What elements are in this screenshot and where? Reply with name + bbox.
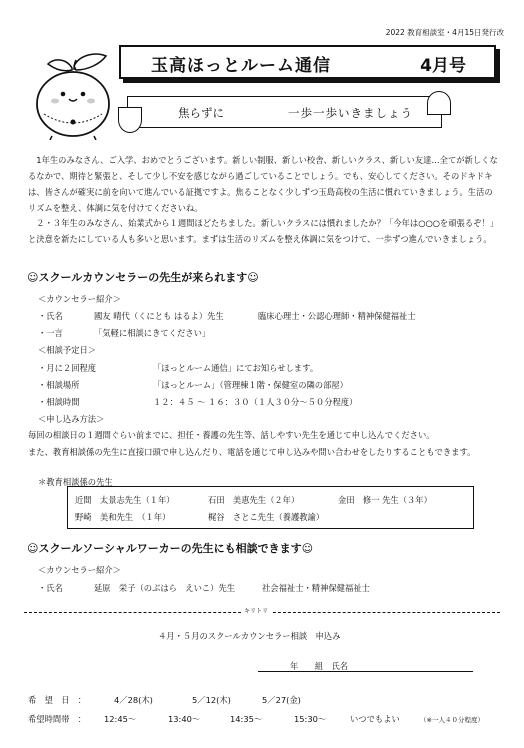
class-name-field: 年 組 氏名 <box>290 661 349 671</box>
time-slot: 13:40～ <box>168 714 201 724</box>
counselor-heading: ☺スクールカウンセラーの先生が来られます☺ <box>27 271 259 284</box>
counselor-intro-label: ＜カウンセラー紹介＞ <box>38 294 121 304</box>
mascot-illustration <box>30 52 116 140</box>
staff-member: 野崎 美和先生 （１年） <box>75 512 171 522</box>
time-note: （※一人４０分程度） <box>420 716 484 724</box>
newsletter-issue: 4月号 <box>420 56 466 76</box>
staff-member: 石田 美恵先生（２年） <box>208 495 300 505</box>
apply-paragraph-1: 毎回の相談日の１週間ぐらい前までに、担任・養護の先生等、話しやすい先生を通じて申し込んでください。 <box>28 430 435 440</box>
slogan-text-2: 一歩一歩いきましょう <box>288 106 413 120</box>
place-value: 「ほっとルーム」（管理棟１階・保健室の隣の部屋） <box>153 380 348 390</box>
social-intro-label: ＜カウンセラー紹介＞ <box>38 565 121 575</box>
form-title: ４月・５月のスクールカウンセラー相談 申込み <box>158 631 341 641</box>
slogan-banner <box>127 96 442 128</box>
staff-label: ＊教育相談係の先生 <box>38 477 113 487</box>
time-slot: 15:30～ <box>294 714 327 724</box>
frequency-label: ・月に２回程度 <box>38 363 97 373</box>
social-worker-qualifications: 社会福祉士・精神保健福祉士 <box>262 583 370 593</box>
counselor-word-label: ・一言 <box>38 328 63 338</box>
social-worker-heading: ☺スクールソーシャルワーカーの先生にも相談できます☺ <box>27 542 314 555</box>
counselor-qualifications: 臨床心理士・公認心理師・精神保健福祉士 <box>258 311 416 321</box>
banner-curl-right <box>427 91 451 115</box>
apply-paragraph-2: また、教育相談係の先生に直接口頭で申し込んだり、電話を通じて申し込みや問い合わせをしたりすることもできます。 <box>28 447 476 457</box>
apply-label: ＜申し込み方法＞ <box>38 414 105 424</box>
staff-list-box <box>67 486 474 529</box>
counselor-name: 國友 晴代（くにとも はるよ）先生 <box>94 311 224 321</box>
time-label: ・相談時間 <box>38 397 80 407</box>
counselor-word: 「気軽に相談にきてください」 <box>94 328 211 338</box>
social-worker-name: 延原 栄子（のぶはら えいこ）先生 <box>94 583 236 593</box>
date-option: 5／27(金) <box>262 695 301 705</box>
name-underline <box>258 671 473 672</box>
intro-paragraph-2: ２・３年生のみなさん、始業式から１週間ほどたちました。新しいクラスには慣れましたか？「今年は○○○を頑張るぞ！」と決意を新たにしている人も多いと思います。まずは生活のリズムを整え体調に気をつけて、一歩ずつ進んでいきましょう。 <box>28 218 499 244</box>
time-slot: 12:45～ <box>104 714 137 724</box>
time-slot-label: 希望時間帯 ： <box>28 714 87 724</box>
staff-member: 近間 太景志先生（１年） <box>75 495 175 505</box>
schedule-label: ＜相談予定日＞ <box>38 345 97 355</box>
cut-label: キリトリ <box>241 606 271 615</box>
staff-member: 梶谷 さとこ先生（養護教諭） <box>208 512 325 522</box>
intro-paragraph-1: 1年生のみなさん、ご入学、おめでとうございます。新しい制服、新しい校舎、新しいクラス、新しい友達…全てが新しくなるなかで、期待と緊張と、そして少し不安を感じながら過ごしていることでしょう。でも、安心してください。そのドキドキは、皆さんが確実に前を向いて進んでいる証拠ですよ。焦ることなく少しずつ玉島高校の生活に慣れていきましょう。生活のリズムを整え、体調に気を付けてくださいね。 <box>28 155 498 213</box>
staff-member: 金田 修一 先生（３年） <box>338 495 432 505</box>
newsletter-title-box <box>119 45 496 79</box>
time-slot: いつでもよい <box>350 714 400 724</box>
social-name-label: ・氏名 <box>38 583 63 593</box>
date-label: 希 望 日 ： <box>28 695 87 705</box>
issue-meta: 2022 教育相談室・4月15日発行改 <box>385 28 504 37</box>
date-option: 4／28(木) <box>114 695 153 705</box>
newsletter-title: 玉高ほっとルーム通信 <box>151 56 331 76</box>
slogan-text-1: 焦らずに <box>178 106 224 120</box>
counselor-name-label: ・氏名 <box>38 311 63 321</box>
frequency-value: 「ほっとルーム通信」にてお知らせします。 <box>153 363 319 373</box>
place-label: ・相談場所 <box>38 380 80 390</box>
time-value: １２：４５ ～ １６：３０（１人３０分～５０分程度） <box>153 397 358 407</box>
banner-curl-left <box>118 107 142 133</box>
time-slot: 14:35～ <box>230 714 263 724</box>
date-option: 5／12(木) <box>192 695 231 705</box>
